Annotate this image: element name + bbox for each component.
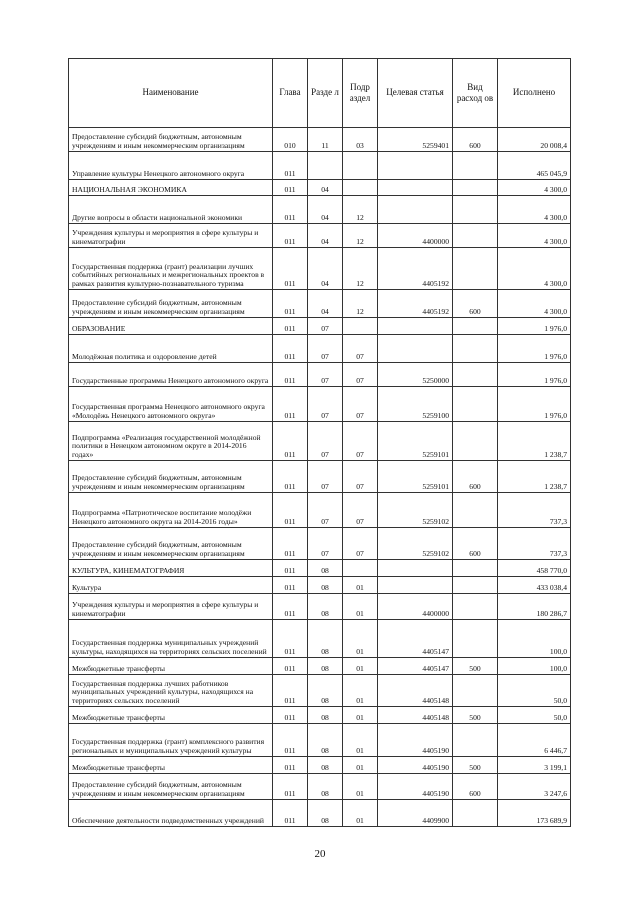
- row-ispolneno: 458 770,0: [498, 560, 571, 577]
- row-name: Молодёжная политика и оздоровление детей: [69, 335, 273, 363]
- row-glava: 011: [273, 196, 308, 224]
- row-cel-statya: 4405147: [378, 658, 453, 675]
- table-row: [69, 620, 571, 658]
- header-cel-statya: Целевая статья: [378, 59, 453, 128]
- row-podrazdel: 07: [343, 363, 378, 387]
- row-name: Учреждения культуры и мероприятия в сфере культуры и кинематографии: [69, 224, 273, 248]
- row-name: Межбюджетные трансферты: [69, 707, 273, 724]
- row-vid-rashodov: [453, 248, 498, 290]
- row-name: Культура: [69, 577, 273, 594]
- row-podrazdel: 01: [343, 620, 378, 658]
- row-cel-statya: 5259401: [378, 128, 453, 152]
- row-name: Учреждения культуры и мероприятия в сфере культуры и кинематографии: [69, 594, 273, 620]
- row-cel-statya: 4405148: [378, 707, 453, 724]
- row-glava: 011: [273, 594, 308, 620]
- row-razdel: 08: [308, 774, 343, 800]
- row-vid-rashodov: 500: [453, 658, 498, 675]
- row-podrazdel: 07: [343, 528, 378, 560]
- row-vid-rashodov: [453, 196, 498, 224]
- row-glava: 011: [273, 675, 308, 707]
- row-glava: 011: [273, 387, 308, 422]
- row-name: Государственная поддержка лучших работников муниципальных учреждений культуры, находящихся на территориях сельских поселений: [69, 675, 273, 707]
- row-podrazdel: 07: [343, 461, 378, 493]
- row-ispolneno: 20 008,4: [498, 128, 571, 152]
- table-body: [69, 128, 571, 827]
- row-podrazdel: 01: [343, 658, 378, 675]
- row-name: Другие вопросы в области национальной экономики: [69, 196, 273, 224]
- row-glava: 011: [273, 560, 308, 577]
- row-ispolneno: 1 238,7: [498, 422, 571, 461]
- row-glava: 011: [273, 800, 308, 827]
- row-glava: 010: [273, 128, 308, 152]
- row-cel-statya: 4400000: [378, 224, 453, 248]
- table-row: [69, 335, 571, 363]
- row-name: Государственные программы Ненецкого автономного округа: [69, 363, 273, 387]
- row-cel-statya: [378, 577, 453, 594]
- row-glava: 011: [273, 528, 308, 560]
- row-ispolneno: 465 045,9: [498, 152, 571, 180]
- row-cel-statya: [378, 180, 453, 196]
- row-glava: 011: [273, 461, 308, 493]
- row-glava: 011: [273, 180, 308, 196]
- row-glava: 011: [273, 774, 308, 800]
- row-name: Государственная поддержка (грант) реализации лучших событийных региональных и межрегиональных проектов в рамках развития культурно-познавательного туризма: [69, 248, 273, 290]
- row-ispolneno: 4 300,0: [498, 224, 571, 248]
- row-cel-statya: 5259102: [378, 528, 453, 560]
- row-cel-statya: 4405192: [378, 290, 453, 318]
- row-razdel: 04: [308, 248, 343, 290]
- row-glava: 011: [273, 318, 308, 335]
- table-row: [69, 493, 571, 528]
- row-ispolneno: 1 976,0: [498, 335, 571, 363]
- row-glava: 011: [273, 757, 308, 774]
- row-razdel: 08: [308, 577, 343, 594]
- row-ispolneno: 1 238,7: [498, 461, 571, 493]
- table-row: [69, 363, 571, 387]
- row-cel-statya: 4409900: [378, 800, 453, 827]
- row-vid-rashodov: 600: [453, 290, 498, 318]
- row-ispolneno: 4 300,0: [498, 196, 571, 224]
- row-cel-statya: 4405147: [378, 620, 453, 658]
- row-cel-statya: [378, 335, 453, 363]
- row-vid-rashodov: [453, 224, 498, 248]
- row-cel-statya: 5259102: [378, 493, 453, 528]
- row-glava: 011: [273, 248, 308, 290]
- row-glava: 011: [273, 224, 308, 248]
- row-ispolneno: 50,0: [498, 675, 571, 707]
- table-row: [69, 248, 571, 290]
- row-ispolneno: 50,0: [498, 707, 571, 724]
- row-podrazdel: 12: [343, 248, 378, 290]
- table-row: [69, 180, 571, 196]
- table-row: [69, 196, 571, 224]
- row-vid-rashodov: [453, 620, 498, 658]
- table-row: [69, 560, 571, 577]
- row-ispolneno: 100,0: [498, 658, 571, 675]
- row-ispolneno: 4 300,0: [498, 290, 571, 318]
- row-vid-rashodov: 600: [453, 774, 498, 800]
- row-razdel: 07: [308, 335, 343, 363]
- row-razdel: 08: [308, 724, 343, 757]
- row-razdel: 04: [308, 196, 343, 224]
- row-razdel: 11: [308, 128, 343, 152]
- row-glava: 011: [273, 290, 308, 318]
- table-row: [69, 387, 571, 422]
- row-vid-rashodov: [453, 493, 498, 528]
- row-name: Предоставление субсидий бюджетным, автономным учреждениям и иным некоммерческим организациям: [69, 774, 273, 800]
- header-vid-rashodov: Вид расход ов: [453, 59, 498, 128]
- row-podrazdel: [343, 318, 378, 335]
- row-vid-rashodov: [453, 335, 498, 363]
- row-vid-rashodov: [453, 363, 498, 387]
- table-row: [69, 318, 571, 335]
- row-podrazdel: 01: [343, 707, 378, 724]
- row-vid-rashodov: 600: [453, 128, 498, 152]
- table-row: [69, 757, 571, 774]
- row-podrazdel: 12: [343, 224, 378, 248]
- row-razdel: [308, 152, 343, 180]
- row-razdel: 04: [308, 224, 343, 248]
- row-cel-statya: 4405190: [378, 774, 453, 800]
- row-vid-rashodov: 600: [453, 528, 498, 560]
- table-row: [69, 461, 571, 493]
- row-ispolneno: 3 199,1: [498, 757, 571, 774]
- row-glava: 011: [273, 724, 308, 757]
- row-name: КУЛЬТУРА, КИНЕМАТОГРАФИЯ: [69, 560, 273, 577]
- row-name: Предоставление субсидий бюджетным, автономным учреждениям и иным некоммерческим организациям: [69, 461, 273, 493]
- row-podrazdel: 07: [343, 387, 378, 422]
- row-name: Межбюджетные трансферты: [69, 757, 273, 774]
- table-row: [69, 658, 571, 675]
- header-razdel: Разде л: [308, 59, 343, 128]
- row-razdel: 07: [308, 422, 343, 461]
- row-vid-rashodov: [453, 180, 498, 196]
- row-glava: 011: [273, 493, 308, 528]
- row-vid-rashodov: 500: [453, 707, 498, 724]
- table-row: [69, 577, 571, 594]
- row-vid-rashodov: [453, 318, 498, 335]
- table-row: [69, 707, 571, 724]
- row-vid-rashodov: [453, 675, 498, 707]
- header-name: Наименование: [69, 59, 273, 128]
- row-podrazdel: 01: [343, 774, 378, 800]
- row-razdel: 08: [308, 757, 343, 774]
- row-vid-rashodov: [453, 577, 498, 594]
- row-ispolneno: 433 038,4: [498, 577, 571, 594]
- row-cel-statya: 5259100: [378, 387, 453, 422]
- row-glava: 011: [273, 363, 308, 387]
- row-podrazdel: [343, 180, 378, 196]
- row-ispolneno: 180 286,7: [498, 594, 571, 620]
- row-cel-statya: 4405190: [378, 757, 453, 774]
- row-name: Управление культуры Ненецкого автономного округа: [69, 152, 273, 180]
- row-razdel: 08: [308, 800, 343, 827]
- row-razdel: 07: [308, 387, 343, 422]
- row-podrazdel: 01: [343, 757, 378, 774]
- table-header-row: [69, 59, 571, 128]
- row-razdel: 08: [308, 707, 343, 724]
- row-cel-statya: [378, 152, 453, 180]
- row-glava: 011: [273, 620, 308, 658]
- table-row: [69, 528, 571, 560]
- row-cel-statya: [378, 318, 453, 335]
- table-row: [69, 675, 571, 707]
- row-name: Государственная программа Ненецкого автономного округа «Молодёжь Ненецкого автономного округа»: [69, 387, 273, 422]
- row-ispolneno: 4 300,0: [498, 248, 571, 290]
- row-podrazdel: 01: [343, 577, 378, 594]
- row-glava: 011: [273, 152, 308, 180]
- row-name: Межбюджетные трансферты: [69, 658, 273, 675]
- table-row: [69, 128, 571, 152]
- row-podrazdel: 01: [343, 724, 378, 757]
- row-ispolneno: 3 247,6: [498, 774, 571, 800]
- row-cel-statya: 5259101: [378, 422, 453, 461]
- header-glava: Глава: [273, 59, 308, 128]
- row-glava: 011: [273, 707, 308, 724]
- table-row: [69, 774, 571, 800]
- row-razdel: 08: [308, 560, 343, 577]
- row-razdel: 08: [308, 675, 343, 707]
- row-glava: 011: [273, 658, 308, 675]
- row-vid-rashodov: 600: [453, 461, 498, 493]
- row-ispolneno: 4 300,0: [498, 180, 571, 196]
- header-ispolneno: Исполнено: [498, 59, 571, 128]
- row-podrazdel: 01: [343, 594, 378, 620]
- table-row: [69, 224, 571, 248]
- row-name: Предоставление субсидий бюджетным, автономным учреждениям и иным некоммерческим организациям: [69, 528, 273, 560]
- row-razdel: 04: [308, 290, 343, 318]
- row-name: ОБРАЗОВАНИЕ: [69, 318, 273, 335]
- page-number: 20: [314, 848, 326, 860]
- row-name: Обеспечение деятельности подведомственных учреждений: [69, 800, 273, 827]
- row-vid-rashodov: 500: [453, 757, 498, 774]
- row-razdel: 07: [308, 528, 343, 560]
- row-razdel: 08: [308, 594, 343, 620]
- row-ispolneno: 1 976,0: [498, 387, 571, 422]
- row-vid-rashodov: [453, 560, 498, 577]
- row-podrazdel: 07: [343, 335, 378, 363]
- row-razdel: 07: [308, 493, 343, 528]
- row-name: Подпрограмма «Реализация государственной молодёжной политики в Ненецком автономном округе в 2014-2016 годах»: [69, 422, 273, 461]
- row-ispolneno: 1 976,0: [498, 318, 571, 335]
- row-razdel: 08: [308, 620, 343, 658]
- row-razdel: 07: [308, 318, 343, 335]
- row-podrazdel: 01: [343, 800, 378, 827]
- row-vid-rashodov: [453, 724, 498, 757]
- row-vid-rashodov: [453, 594, 498, 620]
- table-row: [69, 594, 571, 620]
- row-name: Предоставление субсидий бюджетным, автономным учреждениям и иным некоммерческим организациям: [69, 128, 273, 152]
- row-name: Государственная поддержка муниципальных учреждений культуры, находящихся на территориях сельских поселений: [69, 620, 273, 658]
- row-cel-statya: 4405192: [378, 248, 453, 290]
- row-name: НАЦИОНАЛЬНАЯ ЭКОНОМИКА: [69, 180, 273, 196]
- row-ispolneno: 737,3: [498, 493, 571, 528]
- row-ispolneno: 100,0: [498, 620, 571, 658]
- row-podrazdel: 01: [343, 675, 378, 707]
- table-row: [69, 422, 571, 461]
- row-glava: 011: [273, 422, 308, 461]
- row-name: Государственная поддержка (грант) комплексного развития региональных и муниципальных учреждений культуры: [69, 724, 273, 757]
- row-cel-statya: 4405190: [378, 724, 453, 757]
- row-cel-statya: 5250000: [378, 363, 453, 387]
- row-ispolneno: 173 689,9: [498, 800, 571, 827]
- row-vid-rashodov: [453, 422, 498, 461]
- row-name: Предоставление субсидий бюджетным, автономным учреждениям и иным некоммерческим организациям: [69, 290, 273, 318]
- row-vid-rashodov: [453, 152, 498, 180]
- row-cel-statya: 5259101: [378, 461, 453, 493]
- row-razdel: 07: [308, 363, 343, 387]
- row-glava: 011: [273, 577, 308, 594]
- table-row: [69, 152, 571, 180]
- row-glava: 011: [273, 335, 308, 363]
- row-ispolneno: 737,3: [498, 528, 571, 560]
- row-podrazdel: [343, 152, 378, 180]
- row-razdel: 07: [308, 461, 343, 493]
- budget-table: [68, 58, 571, 827]
- row-name: Подпрограмма «Патриотическое воспитание молодёжи Ненецкого автономного округа на 2014-2016 годы»: [69, 493, 273, 528]
- row-cel-statya: [378, 196, 453, 224]
- row-podrazdel: 03: [343, 128, 378, 152]
- row-ispolneno: 6 446,7: [498, 724, 571, 757]
- row-cel-statya: [378, 560, 453, 577]
- table-row: [69, 800, 571, 827]
- row-podrazdel: 12: [343, 290, 378, 318]
- header-podrazdel: Подр аздел: [343, 59, 378, 128]
- table-row: [69, 290, 571, 318]
- row-vid-rashodov: [453, 800, 498, 827]
- row-ispolneno: 1 976,0: [498, 363, 571, 387]
- table-row: [69, 724, 571, 757]
- row-vid-rashodov: [453, 387, 498, 422]
- row-podrazdel: 07: [343, 493, 378, 528]
- row-podrazdel: [343, 560, 378, 577]
- row-cel-statya: 4405148: [378, 675, 453, 707]
- row-podrazdel: 07: [343, 422, 378, 461]
- row-razdel: 08: [308, 658, 343, 675]
- row-podrazdel: 12: [343, 196, 378, 224]
- row-cel-statya: 4400000: [378, 594, 453, 620]
- row-razdel: 04: [308, 180, 343, 196]
